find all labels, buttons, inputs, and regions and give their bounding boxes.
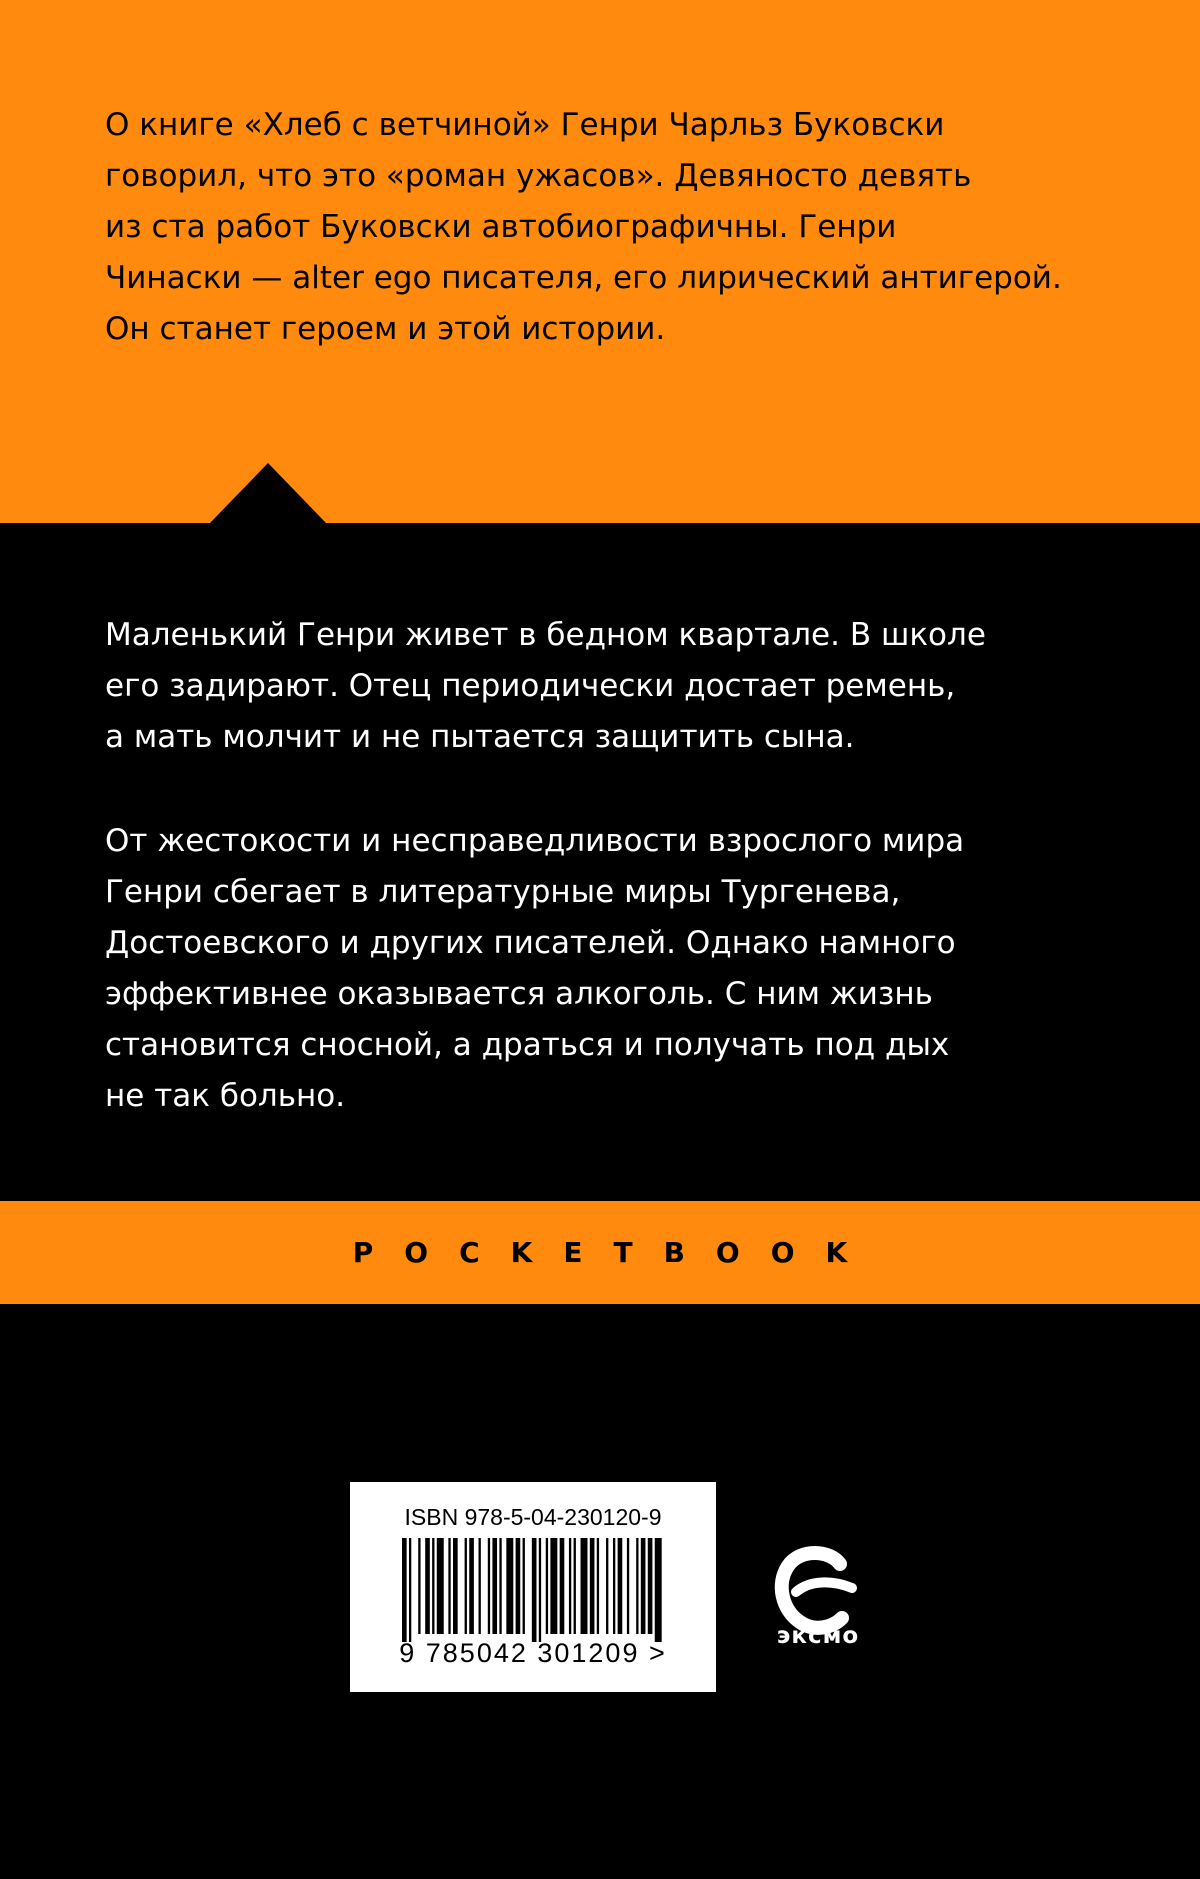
barcode-bar [641, 1538, 646, 1634]
notch-triangle [210, 463, 326, 523]
barcode-bar [506, 1538, 513, 1634]
barcode-bar [499, 1538, 501, 1634]
barcode-bar [546, 1538, 548, 1634]
barcode-bar [613, 1538, 615, 1634]
barcode-bar [569, 1538, 571, 1634]
blurb-band [0, 0, 1200, 523]
barcode-bar [523, 1538, 525, 1634]
barcode-bar [469, 1538, 474, 1634]
barcode-bar [560, 1538, 565, 1634]
barcode-bar [492, 1538, 497, 1634]
barcode-box [350, 1482, 716, 1692]
barcode-bar [627, 1538, 629, 1634]
barcode-bar [479, 1538, 481, 1634]
barcode-bar [432, 1538, 434, 1634]
barcode-bar [532, 1538, 537, 1642]
barcode-bar [581, 1538, 588, 1634]
barcode-bar [655, 1538, 662, 1642]
blurb-text: О книге «Хлеб с ветчиной» Генри Чарльз Буковски говорил, что это «роман ужасов». Девяносто девять из ста работ Буковски автобиографичны. Генри Чинаски — alter ego писателя, его лирический антигерой. Он станет героем и этой истории. [105, 107, 1062, 347]
barcode-bar [409, 1538, 411, 1642]
isbn-label: ISBN 978-5-04-230120-9 [404, 1504, 662, 1530]
barcode-bar [516, 1538, 521, 1634]
description-paragraph-1: Маленький Генри живет в бедном квартале. В школе его задирают. Отец периодически достает ремень, а мать молчит и не пытается защитить сына. [105, 617, 986, 755]
barcode-bar [550, 1538, 557, 1634]
barcode-bar [465, 1538, 467, 1634]
series-band [0, 1201, 1200, 1304]
barcode-bar [539, 1538, 541, 1642]
barcode-bar [648, 1538, 653, 1634]
series-label: POCKETBOOK [352, 1236, 879, 1269]
description-paragraph-2: От жестокости и несправедливости взрослого мира Генри сбегает в литературные миры Тургенева, Достоевского и других писателей. Однако намного эффективнее оказывается алкоголь. С ним жизнь становится сносной, а драться и получать под дых не так больно. [105, 823, 965, 1114]
barcode-bar [453, 1538, 458, 1634]
barcode-bar [402, 1538, 407, 1642]
publisher-name: эксмо [776, 1623, 860, 1649]
barcode-bar [636, 1538, 638, 1634]
barcode-bar [418, 1538, 420, 1634]
barcode-bar [448, 1538, 450, 1634]
barcode-bar [597, 1538, 599, 1634]
barcode-bar [488, 1538, 490, 1634]
barcode-bar [606, 1538, 608, 1634]
barcode-bar [618, 1538, 623, 1634]
barcode-bars [402, 1538, 664, 1642]
barcode-bar [574, 1538, 576, 1634]
barcode-bar [590, 1538, 595, 1634]
barcode-bar [437, 1538, 444, 1634]
barcode-bar [425, 1538, 430, 1634]
barcode-digits: 9 785042 301209 > [399, 1638, 667, 1668]
